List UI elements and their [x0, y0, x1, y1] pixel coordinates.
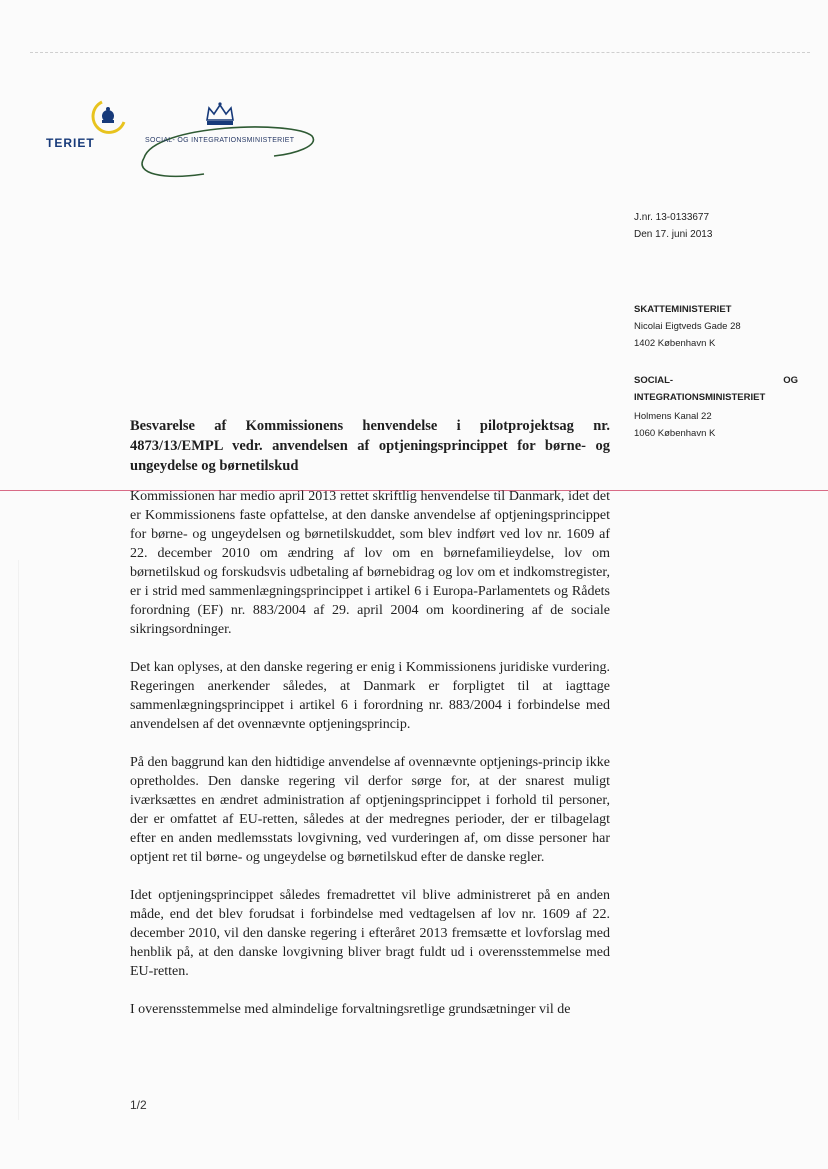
address-street: Holmens Kanal 22: [634, 411, 712, 422]
body-paragraph: På den baggrund kan den hidtidige anvendelse af ovennævnte optjenings-princip ikke opretholdes. Den danske regering vil derfor sørge for, at der snarest muligt iværksættes en ændret administration af optjeningsprincippet i forhold til personer, der er omfattet af EU-retten, således at der medregnes perioder, der er tilbagelagt efter en anden medlemsstats lovgivning, ved vurderingen af, om disse personer har optjent ret til børne- og ungeydelse og børnetilskud efter de danske regler.: [130, 755, 610, 865]
address-name: SKATTEMINISTERIET: [634, 304, 732, 315]
body-paragraph: Kommissionen har medio april 2013 rettet skriftlig henvendelse til Danmark, idet det er Kommissionens faste opfattelse, at den danske anvendelse af optjeningsprincippet for børne- og ungeydelsen og børnetilskuddet, som blev indført ved lov nr. 1609 af 22. december 2010 om ændring af lov om en børnefamilieydelse, lov om børnetilskud og forskudsvis udbetaling af børnebidrag og lov om et indkomstregister, er i strid med sammenlægningsprincippet i artikel 6 i Europa-Parlamentets og Rådets forordning (EF) nr. 883/2004 af 29. april 2004 om koordinering af de sociale sikringsordninger.: [130, 489, 610, 637]
journal-number: J.nr. 13-0133677: [634, 212, 710, 223]
letter-body: [130, 487, 610, 1038]
address-name-line1: [634, 372, 798, 389]
body-paragraph: Idet optjeningsprincippet således fremadrettet vil blive administreret på en anden måde, end det blev forudsat i forbindelse med vedtagelsen af lov nr. 1609 af 22. december 2010, vil den danske regering i efteråret 2013 fremsætte et lovforslag med henblik på, at den danske lovgivning bliver bragt fuldt ud i overensstemmelse med EU-retten.: [130, 888, 610, 979]
page-number: 1/2: [130, 1098, 147, 1112]
ministry-logo-text-right: SOCIAL- OG INTEGRATIONSMINISTERIET: [145, 137, 295, 144]
address-city: 1402 København K: [634, 338, 716, 349]
ministry-logo-text-left: TERIET: [46, 136, 95, 150]
address-name-line2: INTEGRATIONSMINISTERIET: [634, 392, 766, 403]
body-paragraph: I overensstemmelse med almindelige forvaltningsretlige grundsætninger vil de: [130, 1002, 571, 1017]
address-city: 1060 København K: [634, 428, 716, 439]
scan-shadow: [18, 560, 19, 1120]
body-paragraph: Det kan oplyses, at den danske regering er enig i Kommissionens juridiske vurdering. Regeringen anerkender således, at Danmark er forpligtet til at iagttage sammenlægningsprincippet i artikel 6 i forordning nr. 883/2004 i forbindelse med anvendelsen af det ovennævnte optjeningsprincip.: [130, 660, 610, 732]
scan-edge-line: [30, 52, 810, 55]
crown-crest-icon: [88, 100, 128, 141]
address-street: Nicolai Eigtveds Gade 28: [634, 321, 741, 332]
address-name-part: OG: [783, 375, 798, 386]
document-date: Den 17. juni 2013: [634, 229, 713, 240]
address-social-integration: [634, 372, 798, 442]
letter-subject: Besvarelse af Kommissionens henvendelse i pilotprojektsag nr. 4873/13/EMPL vedr. anvendelsen af optjeningsprincippet for børne- og ungeydelse og børnetilskud: [130, 418, 610, 474]
address-skatteministeriet: [634, 301, 741, 352]
swoosh-logo-icon: [124, 118, 324, 187]
address-name-part: SOCIAL-: [634, 375, 674, 386]
